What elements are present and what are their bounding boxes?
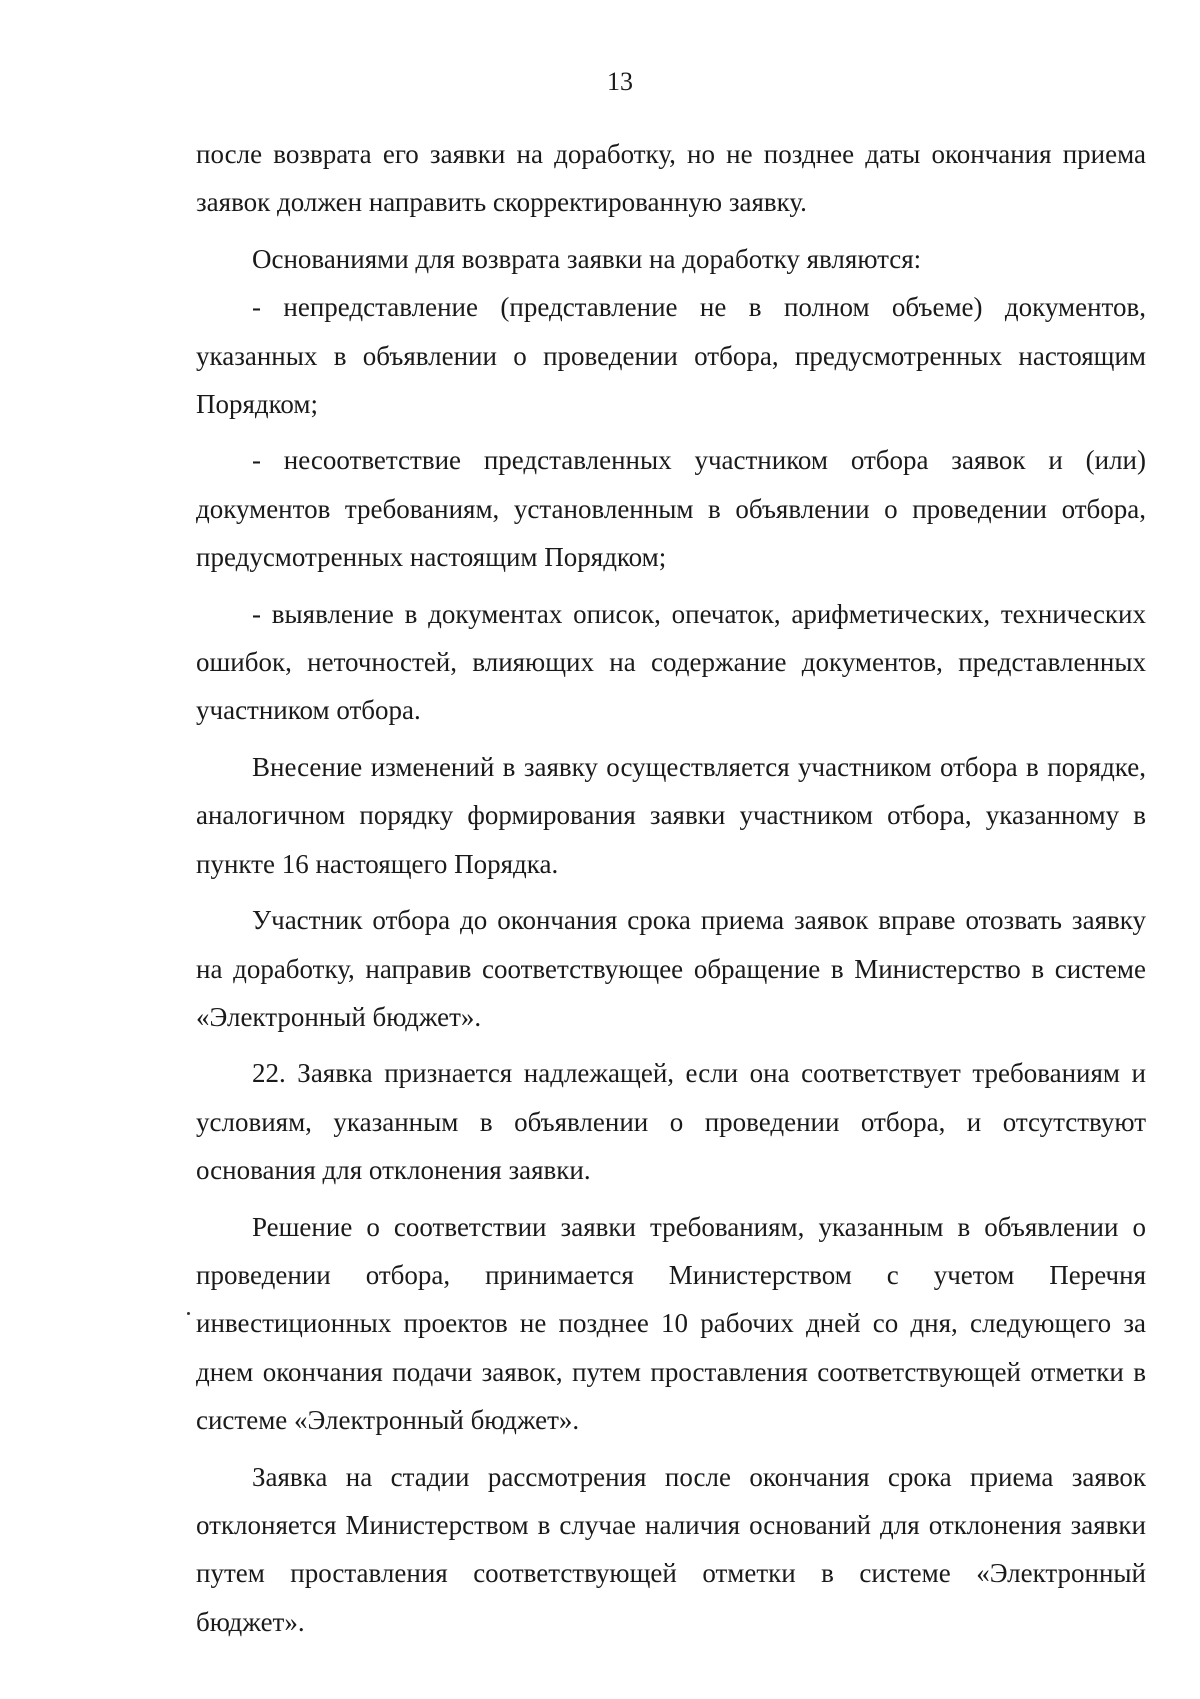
paragraph-rejection: Заявка на стадии рассмотрения после окончания срока приема заявок отклоняется Министерством в случае наличия оснований для отклонения заявки путем проставления соответствующей отметки в системе «Электронный бюджет». (196, 1461, 1146, 1637)
paragraph-amendments: Внесение изменений в заявку осуществляется участником отбора в порядке, аналогичном порядку формирования заявки участником отбора, указанному в пункте 16 настоящего Порядка. (196, 751, 1146, 879)
paragraph-withdrawal: Участник отбора до окончания срока приема заявок вправе отозвать заявку на доработку, направив соответствующее обращение в Министерство в системе «Электронный бюджет». (196, 905, 1146, 1032)
page-number: 13 (607, 67, 633, 96)
paragraph-grounds-item-3: - выявление в документах описок, опечаток, арифметических, технических ошибок, неточностей, влияющих на содержание документов, представленных участником отбора. (196, 598, 1146, 726)
paragraph-decision: Решение о соответствии заявки требованиям, указанным в объявлении о проведении отбора, принимается Министерством с учетом Перечня инвестиционных проектов не позднее 10 рабочих дней со дня, следующего за днем окончания подачи заявок, путем проставления соответствующей отметки в системе «Электронный бюджет». (196, 1211, 1146, 1436)
paragraph-grounds-intro: Основаниями для возврата заявки на доработку являются: (252, 243, 922, 274)
paragraph-clause-22: 22. Заявка признается надлежащей, если она соответствует требованиям и условиям, указанным в объявлении о проведении отбора, и отсутствуют основания для отклонения заявки. (196, 1058, 1146, 1186)
paragraph-continuation: после возврата его заявки на доработку, но не позднее даты окончания приема заявок должен направить скорректированную заявку. (196, 139, 1146, 218)
paragraph-grounds-item-1: - непредставление (представление не в полном объеме) документов, указанных в объявлении о проведении отбора, предусмотренных настоящим Порядком; (196, 292, 1146, 420)
scan-dot-mark (187, 1312, 190, 1315)
document-body (196, 130, 1146, 1654)
paragraph-grounds-item-2: - несоответствие представленных участником отбора заявок и (или) документов требованиям, установленным в объявлении о проведении отбора, предусмотренных настоящим Порядком; (196, 445, 1146, 573)
